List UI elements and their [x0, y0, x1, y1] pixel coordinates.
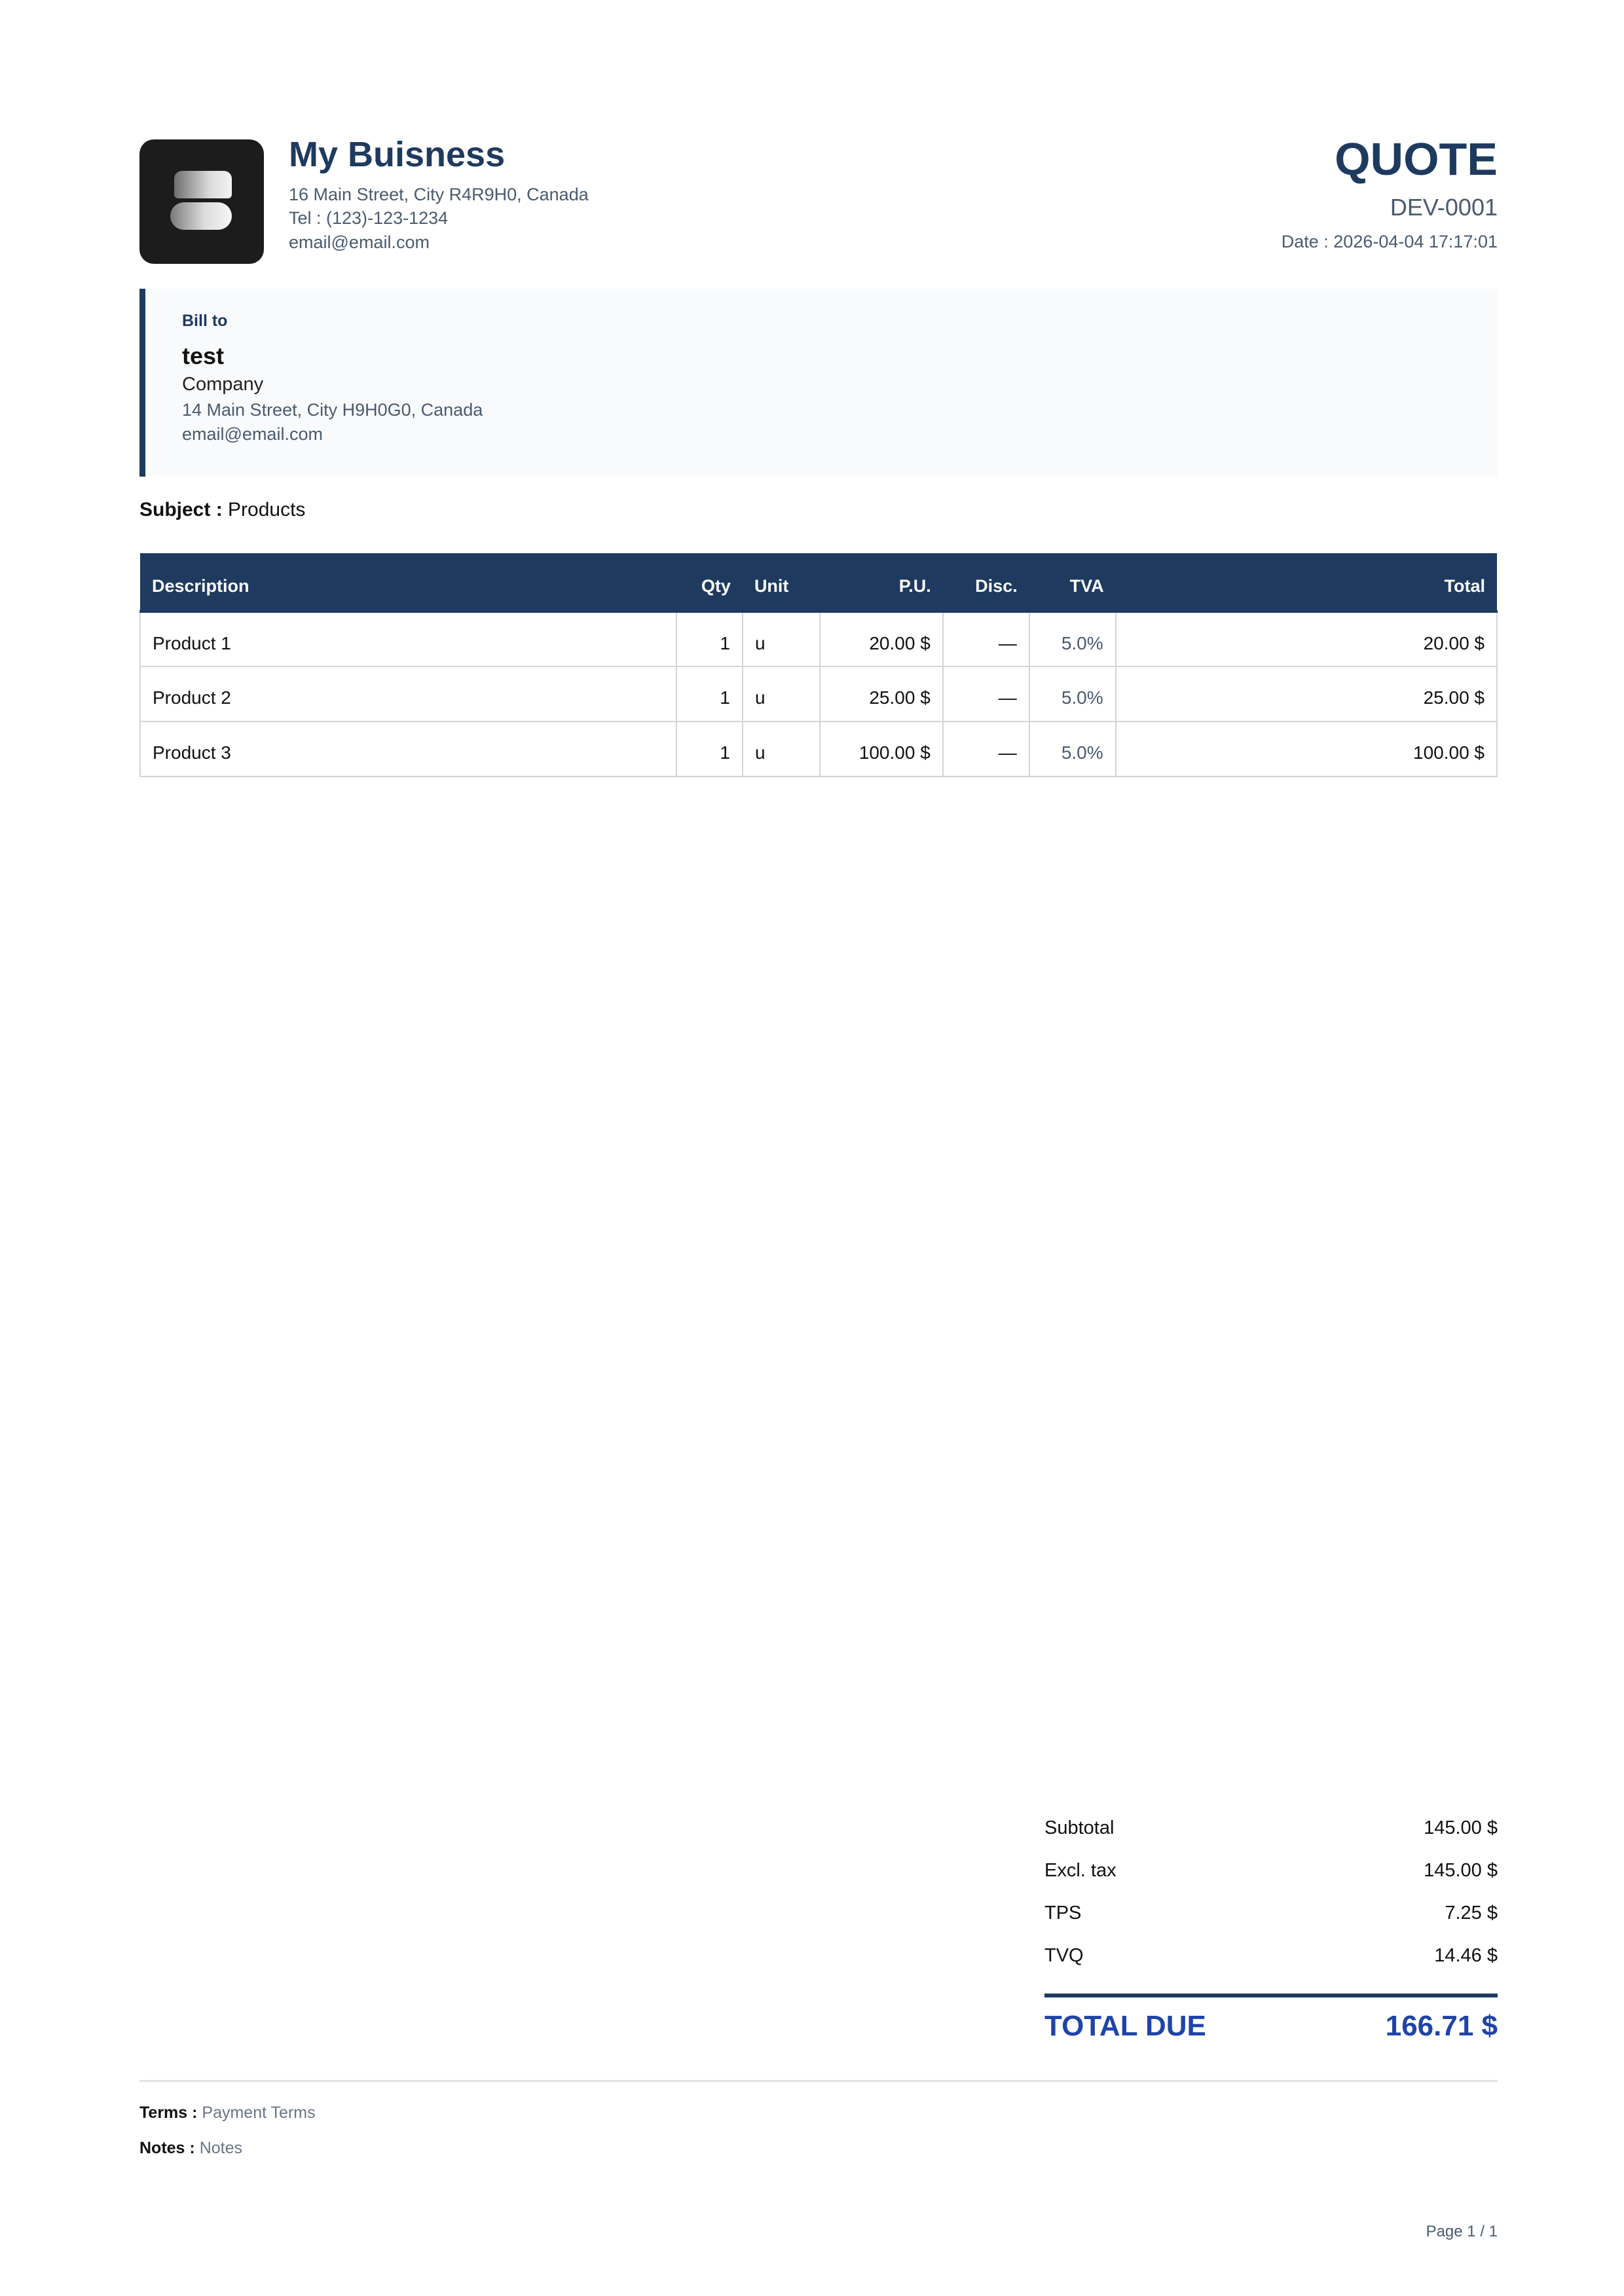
row-description: Product 3 — [140, 721, 676, 776]
document-title: QUOTE — [1335, 134, 1498, 185]
row-unit-price: 100.00 $ — [820, 721, 943, 776]
tps-value: 7.25 $ — [1445, 1903, 1498, 1923]
row-total: 100.00 $ — [1116, 721, 1497, 776]
excl-tax-row — [1044, 1860, 1498, 1903]
row-description: Product 2 — [140, 666, 676, 721]
row-tva: 5.0% — [1029, 721, 1116, 776]
terms-line — [139, 2104, 316, 2123]
notes-label: Notes : — [139, 2139, 195, 2157]
client-email: email@email.com — [182, 424, 323, 444]
bill-to-label: Bill to — [182, 312, 228, 330]
row-unit: u — [743, 721, 820, 776]
terms-value: Payment Terms — [202, 2104, 316, 2122]
excl-tax-value: 145.00 $ — [1424, 1860, 1498, 1881]
row-discount: — — [943, 721, 1029, 776]
col-discount: Disc. — [943, 553, 1029, 611]
row-total: 25.00 $ — [1116, 666, 1497, 721]
notes-value: Notes — [199, 2139, 242, 2157]
row-total: 20.00 $ — [1116, 611, 1497, 666]
subject-label: Subject : — [139, 499, 223, 520]
row-tva: 5.0% — [1029, 611, 1116, 666]
excl-tax-label: Excl. tax — [1044, 1860, 1116, 1881]
col-qty: Qty — [676, 553, 743, 611]
row-unit: u — [743, 666, 820, 721]
tps-label: TPS — [1044, 1903, 1082, 1923]
logo-bottom-shape — [170, 202, 232, 230]
tvq-label: TVQ — [1044, 1945, 1084, 1966]
row-discount: — — [943, 666, 1029, 721]
table-header-row — [140, 553, 1497, 611]
totals-block — [1044, 1817, 1498, 1988]
business-email: email@email.com — [289, 232, 430, 252]
client-name: test — [182, 342, 225, 369]
total-divider — [1044, 1994, 1498, 1997]
business-address: 16 Main Street, City R4R9H0, Canada — [289, 185, 589, 204]
col-tva: TVA — [1029, 553, 1116, 611]
document-date: Date : 2026-04-04 17:17:01 — [1281, 232, 1498, 251]
total-due-row — [1044, 2010, 1498, 2049]
business-name: My Buisness — [289, 135, 506, 174]
subtotal-row — [1044, 1817, 1498, 1860]
col-unit: Unit — [743, 553, 820, 611]
terms-label: Terms : — [139, 2104, 198, 2122]
logo-top-shape — [174, 171, 232, 198]
business-phone: Tel : (123)-123-1234 — [289, 208, 449, 228]
row-qty: 1 — [676, 666, 743, 721]
col-total: Total — [1116, 553, 1497, 611]
row-description: Product 1 — [140, 611, 676, 666]
col-unit-price: P.U. — [820, 553, 943, 611]
page-number: Page 1 / 1 — [1426, 2223, 1498, 2240]
client-address: 14 Main Street, City H9H0G0, Canada — [182, 400, 483, 420]
total-due-value: 166.71 $ — [1385, 2010, 1498, 2042]
bill-to-box — [139, 289, 1498, 477]
row-unit-price: 25.00 $ — [820, 666, 943, 721]
subtotal-value: 145.00 $ — [1424, 1817, 1498, 1838]
notes-line — [139, 2139, 242, 2158]
subtotal-label: Subtotal — [1044, 1817, 1115, 1838]
table-row — [140, 721, 1497, 776]
row-unit: u — [743, 611, 820, 666]
brand-logo-icon — [139, 139, 264, 264]
row-tva: 5.0% — [1029, 666, 1116, 721]
table-row — [140, 611, 1497, 666]
tvq-row — [1044, 1945, 1498, 1988]
subject-value: Products — [228, 499, 306, 520]
table-row — [140, 666, 1497, 721]
client-company: Company — [182, 374, 264, 395]
tvq-value: 14.46 $ — [1434, 1945, 1498, 1966]
row-unit-price: 20.00 $ — [820, 611, 943, 666]
total-due-label: TOTAL DUE — [1044, 2010, 1206, 2042]
row-discount: — — [943, 611, 1029, 666]
subject-line — [139, 499, 305, 521]
line-items-table — [139, 553, 1498, 777]
row-qty: 1 — [676, 611, 743, 666]
document-number: DEV-0001 — [1390, 194, 1498, 221]
row-qty: 1 — [676, 721, 743, 776]
tps-row — [1044, 1903, 1498, 1945]
col-description: Description — [140, 553, 676, 611]
footer-divider — [139, 2080, 1498, 2082]
